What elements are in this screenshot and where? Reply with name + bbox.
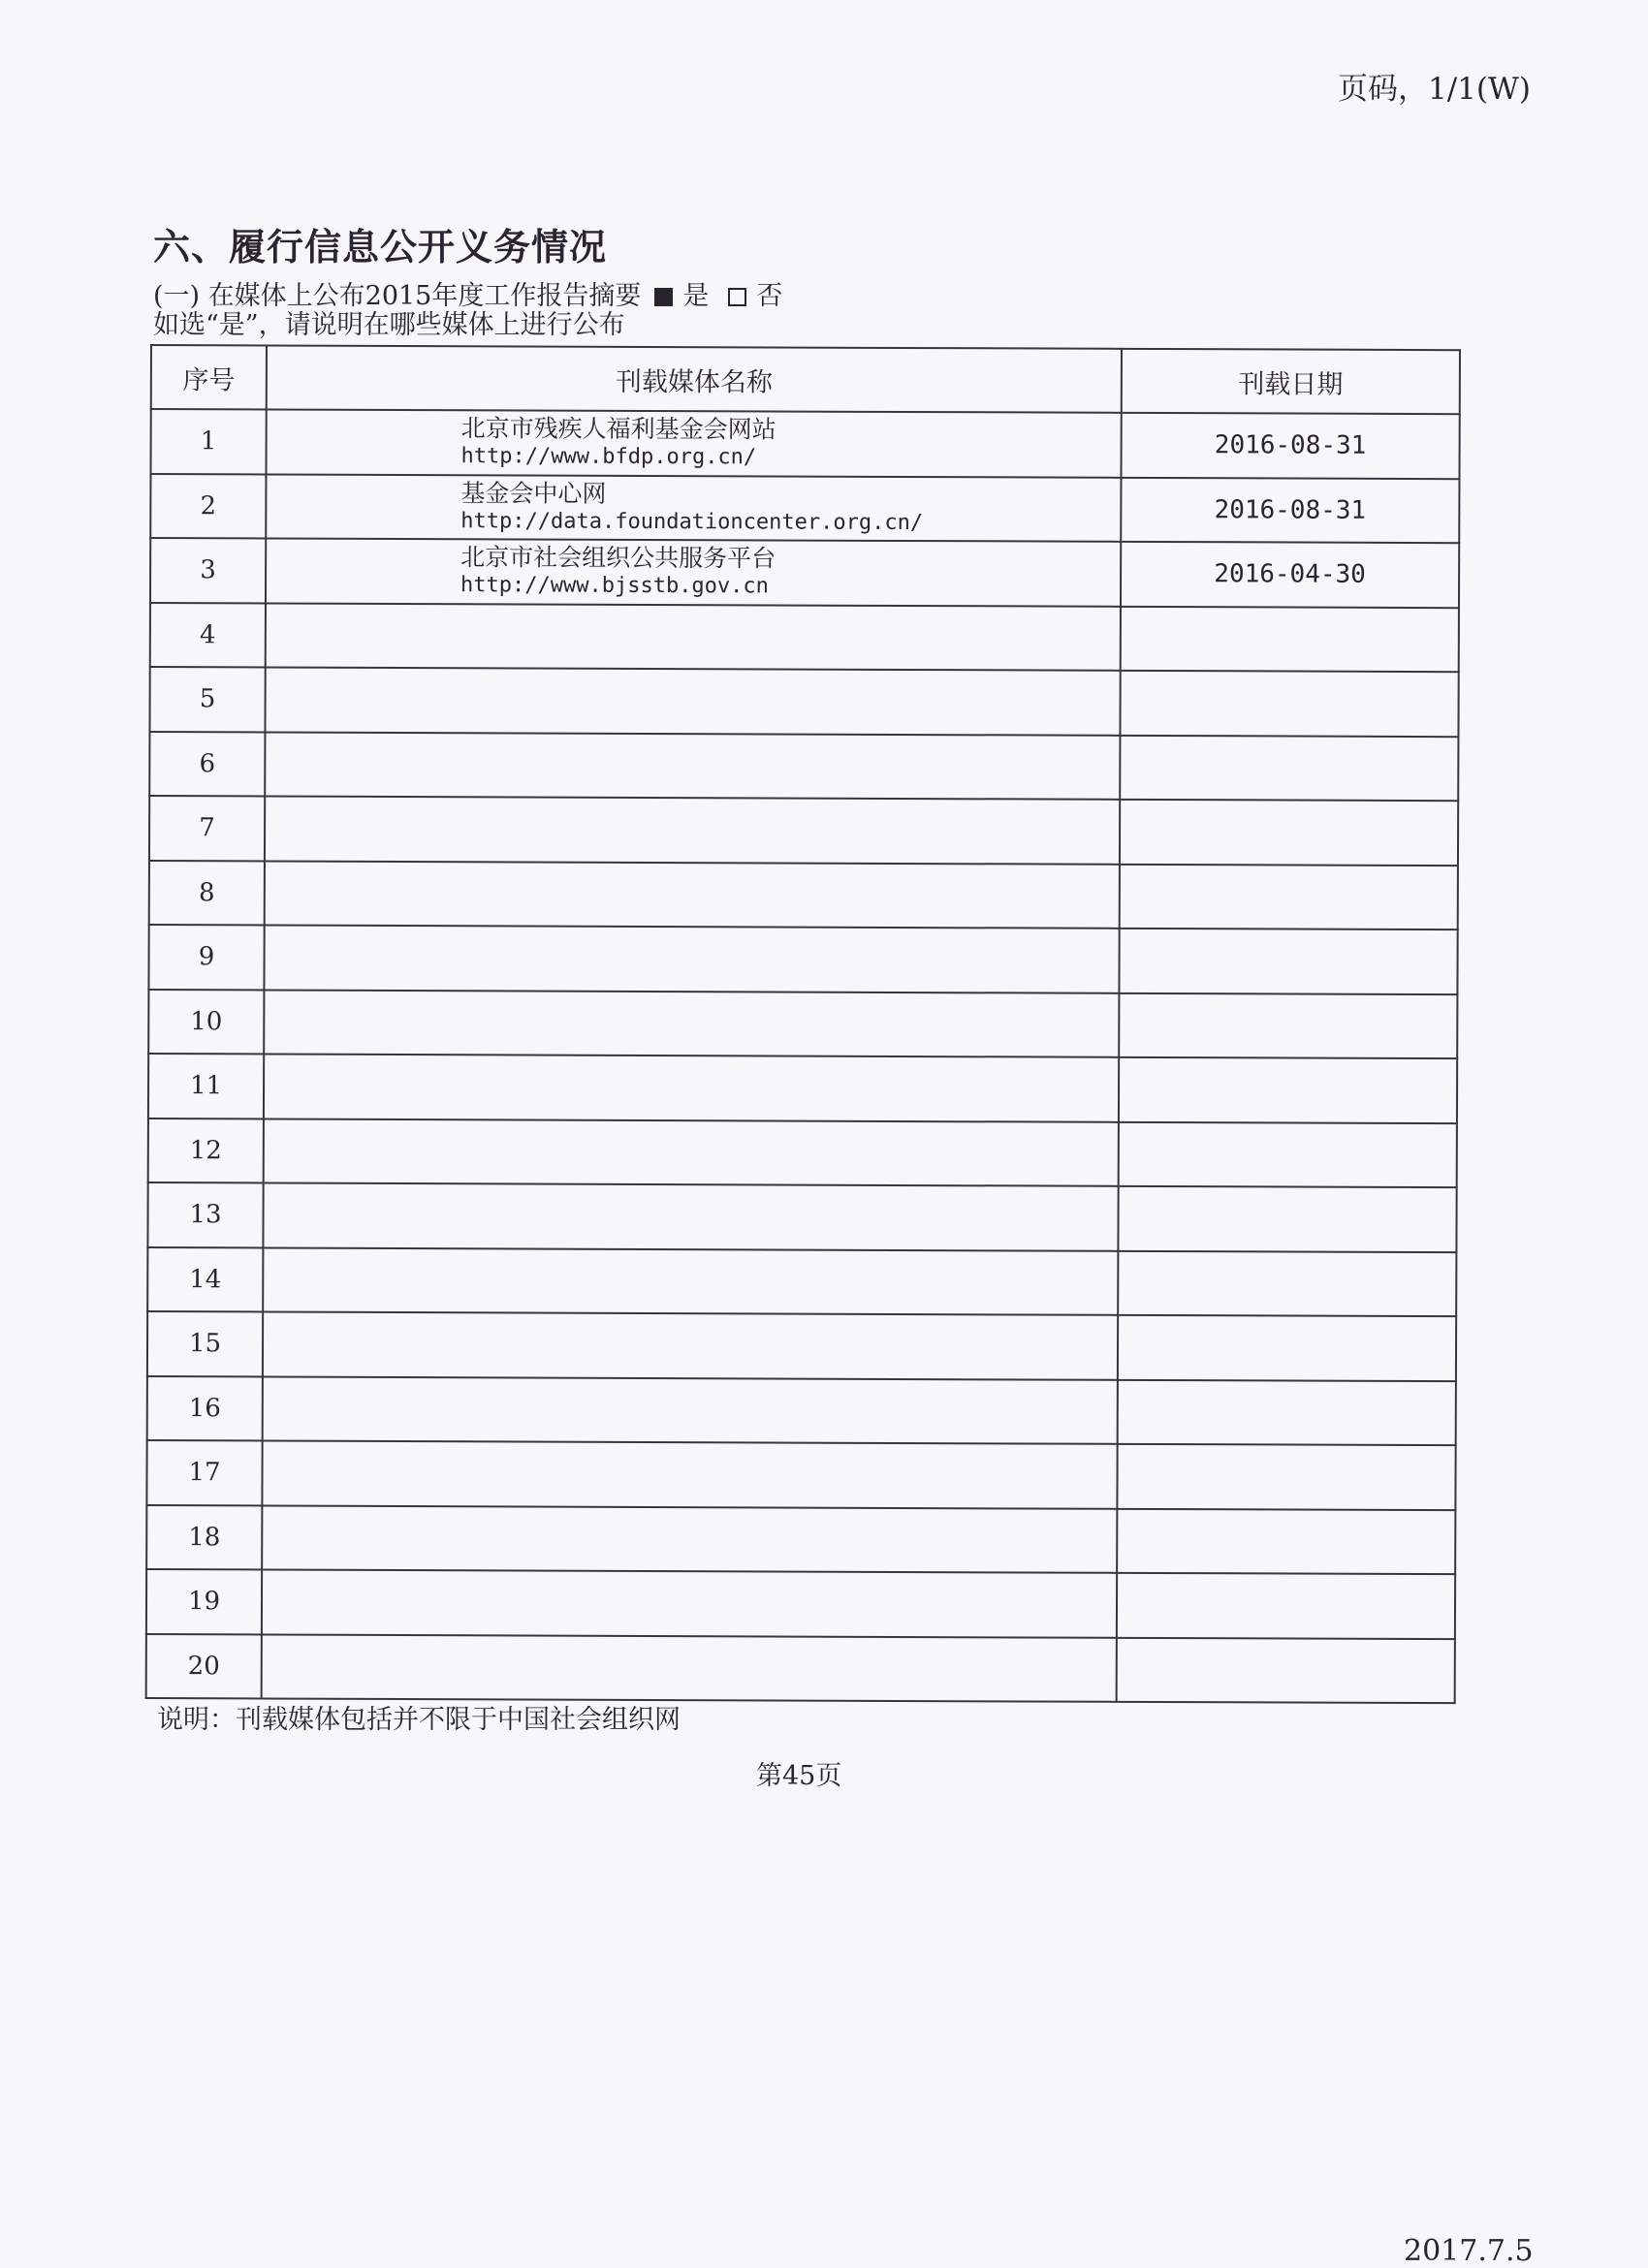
row-publish-date [1121, 606, 1459, 672]
row-media-name [264, 1118, 1119, 1186]
media-url-text [459, 1215, 1118, 1218]
media-url-text [459, 1151, 1118, 1154]
media-table [145, 344, 1461, 1704]
table-row [146, 1440, 1455, 1510]
media-url-text: http://www.bfdp.org.cn/ [460, 444, 757, 470]
row-serial-no: 10 [148, 989, 264, 1054]
row-serial-no: 11 [148, 1054, 264, 1118]
checkbox-no-unchecked[interactable] [728, 288, 746, 306]
table-row [146, 1504, 1455, 1574]
page-number: 第45页 [756, 1761, 842, 1791]
row-publish-date [1117, 1444, 1455, 1510]
media-url-text [460, 636, 1120, 639]
table-header-row [151, 345, 1460, 414]
row-media-name [264, 990, 1119, 1057]
row-publish-date: 2016-08-31 [1121, 413, 1459, 479]
media-name-text [459, 1023, 1118, 1025]
table-row [150, 538, 1459, 608]
row-publish-date [1120, 864, 1458, 929]
row-media-name [265, 667, 1120, 735]
media-url-text [460, 829, 1119, 832]
option-no-label: 否 [756, 281, 783, 311]
row-media-name [264, 1054, 1119, 1121]
row-publish-date [1118, 1315, 1456, 1381]
media-url-text [460, 958, 1119, 961]
row-serial-no: 8 [149, 860, 265, 925]
row-serial-no: 6 [149, 732, 265, 797]
media-url-text [457, 1667, 1116, 1670]
table-row [146, 1633, 1455, 1703]
row-publish-date: 2016-04-30 [1121, 542, 1459, 608]
media-name-text [457, 1538, 1116, 1541]
row-media-name [263, 1376, 1118, 1444]
header-media-name: 刊载媒体名称 [267, 345, 1122, 412]
row-serial-no: 9 [148, 925, 264, 990]
media-name-text [459, 1087, 1118, 1089]
row-serial-no: 20 [146, 1633, 262, 1698]
row-media-name [262, 1505, 1117, 1573]
table-row [147, 1311, 1456, 1381]
row-publish-date [1117, 1508, 1455, 1574]
row-publish-date [1117, 1573, 1455, 1639]
media-name-text: 基金会中心网 [460, 478, 607, 508]
media-name-text [458, 1473, 1117, 1476]
table-row [149, 667, 1458, 737]
row-media-name [266, 474, 1121, 542]
media-url-text [460, 765, 1119, 768]
row-media-name [265, 732, 1120, 800]
media-url-text [459, 1023, 1118, 1025]
row-publish-date [1118, 1250, 1456, 1316]
header-publish-date: 刊载日期 [1122, 349, 1460, 414]
row-media-name [265, 861, 1120, 929]
row-serial-no: 13 [147, 1182, 263, 1247]
media-name-text [457, 1602, 1116, 1605]
row-publish-date [1118, 1379, 1456, 1445]
media-name-text [460, 829, 1119, 832]
table-row [147, 1182, 1456, 1252]
row-media-name [263, 1247, 1118, 1315]
media-url-text [457, 1602, 1116, 1605]
row-serial-no: 18 [146, 1504, 262, 1569]
table-row [150, 474, 1459, 544]
footnote: 说明：刊载媒体包括并不限于中国社会组织网 [157, 1705, 681, 1735]
row-media-name [266, 538, 1121, 606]
table-row [148, 1054, 1457, 1123]
row-serial-no: 15 [147, 1311, 263, 1376]
table-row [147, 1375, 1456, 1445]
header-serial-no: 序号 [151, 345, 267, 409]
row-publish-date [1119, 929, 1457, 994]
table-row [149, 796, 1458, 866]
media-name-text [459, 1151, 1118, 1154]
media-name-text [460, 894, 1119, 897]
row-serial-no: 16 [147, 1375, 263, 1440]
row-publish-date [1117, 1637, 1455, 1703]
section-title: 六、履行信息公开义务情况 [153, 226, 608, 268]
media-name-text [458, 1409, 1117, 1412]
media-url-text [460, 894, 1119, 897]
row-serial-no: 14 [147, 1246, 263, 1311]
row-media-name [262, 1440, 1117, 1508]
instruction-line: 如选“是”，请说明在哪些媒体上进行公布 [153, 310, 625, 340]
media-name-text [460, 636, 1120, 639]
table-row [149, 860, 1458, 929]
media-name-text [457, 1667, 1116, 1670]
row-serial-no: 1 [150, 409, 266, 474]
row-media-name [262, 1634, 1117, 1702]
row-media-name [263, 1311, 1118, 1379]
row-media-name [263, 1182, 1118, 1250]
row-serial-no: 5 [149, 667, 265, 732]
option-yes-label: 是 [682, 281, 710, 311]
table-row [150, 409, 1459, 479]
row-publish-date: 2016-08-31 [1121, 477, 1459, 543]
stamp-date: 2017.7.5 [1404, 2234, 1534, 2268]
media-url-text [457, 1538, 1116, 1541]
row-publish-date [1120, 735, 1458, 801]
page-code: 页码，1/1(W) [1338, 72, 1531, 107]
media-url-text [458, 1344, 1117, 1347]
table-row [147, 1246, 1456, 1316]
row-publish-date [1119, 1121, 1457, 1187]
table-body [146, 409, 1460, 1703]
row-media-name [266, 409, 1121, 477]
row-serial-no: 2 [150, 474, 266, 539]
row-serial-no: 7 [149, 796, 265, 861]
row-serial-no: 12 [148, 1118, 264, 1182]
table-row [149, 732, 1458, 802]
row-serial-no: 4 [150, 603, 266, 668]
table-row [146, 1569, 1455, 1639]
row-publish-date [1120, 800, 1458, 866]
media-name-text [459, 1215, 1118, 1218]
media-name-text: 北京市残疾人福利基金会网站 [460, 414, 776, 444]
row-serial-no: 3 [150, 538, 266, 603]
row-media-name [266, 603, 1121, 671]
media-name-text [460, 700, 1120, 703]
row-publish-date [1119, 1057, 1457, 1123]
row-serial-no: 17 [146, 1440, 262, 1505]
media-url-text: http://data.foundationcenter.org.cn/ [460, 508, 924, 535]
media-name-text [458, 1280, 1117, 1283]
media-name-text [458, 1344, 1117, 1347]
question-text: (一) 在媒体上公布2015年度工作报告摘要 [153, 281, 642, 311]
media-url-text [458, 1473, 1117, 1476]
table-row [148, 1118, 1457, 1187]
row-publish-date [1118, 1186, 1456, 1252]
table-row [148, 925, 1457, 994]
row-publish-date [1119, 992, 1457, 1058]
media-name-text [460, 765, 1119, 768]
media-url-text: http://www.bjsstb.gov.cn [460, 573, 769, 599]
row-media-name [262, 1569, 1117, 1637]
checkbox-yes-checked[interactable] [654, 288, 673, 306]
media-url-text [458, 1409, 1117, 1412]
media-name-text: 北京市社会组织公共服务平台 [460, 543, 776, 573]
row-media-name [265, 796, 1120, 864]
row-serial-no: 19 [146, 1569, 262, 1634]
media-url-text [459, 1087, 1118, 1089]
media-url-text [458, 1280, 1117, 1283]
table-row [148, 989, 1457, 1058]
media-url-text [460, 700, 1120, 703]
row-publish-date [1120, 671, 1458, 737]
table-row [150, 603, 1459, 673]
row-media-name [264, 925, 1119, 992]
media-name-text [460, 958, 1119, 961]
